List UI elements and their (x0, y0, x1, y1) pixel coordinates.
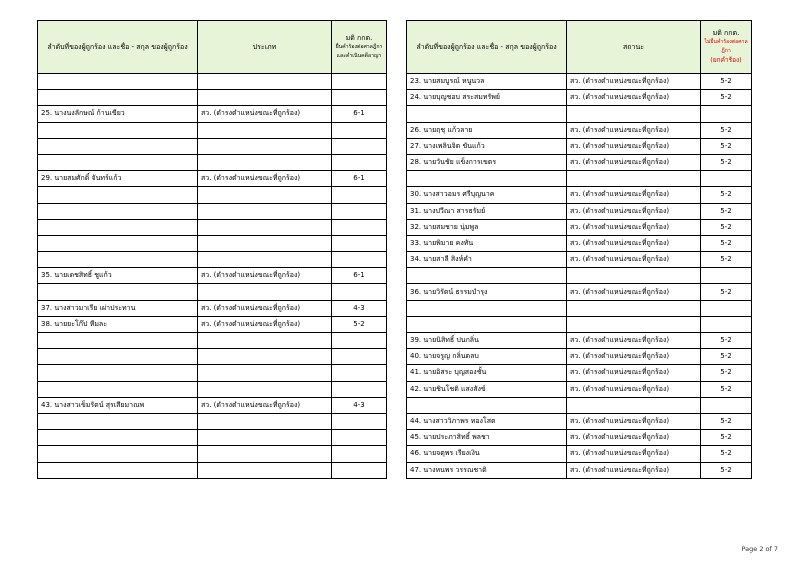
resolution-cell: 5-2 (701, 365, 752, 381)
respondent-name-cell (38, 446, 198, 462)
status-cell: สว. (ดำรงตำแหน่งขณะที่ถูกร้อง) (567, 381, 701, 397)
respondent-name-cell: 37. นางสาวมาเรีย เผ่าประทาน (38, 300, 198, 316)
status-cell (567, 106, 701, 122)
respondent-name-cell (407, 106, 567, 122)
header-resolution-line2: ไม่ยื่นคำร้องต่อศาลฎีกา (704, 39, 748, 54)
respondent-name-cell: 28. นายวันชัย แข็งการเขตร (407, 154, 567, 170)
respondent-name-cell (407, 316, 567, 332)
resolution-cell: 5-2 (701, 203, 752, 219)
status-cell (567, 171, 701, 187)
resolution-cell (332, 187, 387, 203)
table-row (407, 446, 752, 462)
resolution-cell: 4-3 (332, 300, 387, 316)
table-row (38, 381, 387, 397)
resolution-cell: 4-3 (332, 397, 387, 413)
table-row (38, 316, 387, 332)
type-cell (198, 138, 332, 154)
respondent-name-cell (38, 235, 198, 251)
resolution-cell: 5-2 (701, 284, 752, 300)
resolution-cell (332, 203, 387, 219)
table-row (407, 122, 752, 138)
type-cell (198, 252, 332, 268)
table-row (38, 171, 387, 187)
header-resolution-title: มติ กกต. (712, 29, 740, 37)
status-cell: สว. (ดำรงตำแหน่งขณะที่ถูกร้อง) (567, 333, 701, 349)
respondent-name-cell: 42. นายชินโชติ แสงสังข์ (407, 381, 567, 397)
respondent-name-cell: 26. นายฤชุ แก้วลาย (407, 122, 567, 138)
type-cell: สว. (ดำรงตำแหน่งขณะที่ถูกร้อง) (198, 397, 332, 413)
table-row (407, 252, 752, 268)
respondent-name-cell (38, 284, 198, 300)
right-table-body (407, 74, 752, 479)
table-row (38, 252, 387, 268)
type-cell (198, 446, 332, 462)
table-row (38, 187, 387, 203)
header-type: ประเภท (198, 21, 332, 74)
table-row (407, 333, 752, 349)
type-cell (198, 122, 332, 138)
respondent-name-cell (38, 430, 198, 446)
type-cell (198, 235, 332, 251)
header-resolution (701, 21, 752, 74)
resolution-cell (701, 171, 752, 187)
table-row (38, 349, 387, 365)
status-cell (567, 268, 701, 284)
respondent-name-cell (38, 90, 198, 106)
respondent-name-cell: 45. นายประภาสิทธิ์ พลชา (407, 430, 567, 446)
respondent-name-cell (407, 268, 567, 284)
respondent-name-cell: 34. นายสาลี สิงห์คำ (407, 252, 567, 268)
table-row (38, 397, 387, 413)
table-row (407, 316, 752, 332)
respondent-name-cell: 43. นางสาวเข็มรัตน์ สุรเสียมาณพ (38, 397, 198, 413)
resolution-cell (332, 235, 387, 251)
status-cell: สว. (ดำรงตำแหน่งขณะที่ถูกร้อง) (567, 430, 701, 446)
table-row (407, 90, 752, 106)
resolution-cell (332, 90, 387, 106)
table-row (407, 235, 752, 251)
table-row (407, 349, 752, 365)
table-row (38, 333, 387, 349)
respondent-name-cell: 44. นางสาววิภาพร ทองโสต (407, 413, 567, 429)
resolution-cell (332, 349, 387, 365)
respondent-name-cell: 39. นายนิสิทธิ์ ปนกลิ่น (407, 333, 567, 349)
respondent-name-cell (38, 154, 198, 170)
table-row (38, 430, 387, 446)
respondent-name-cell: 33. นายพิมาย คงทัน (407, 235, 567, 251)
resolution-cell (332, 446, 387, 462)
resolution-cell: 5-2 (701, 462, 752, 478)
table-row (38, 365, 387, 381)
table-row (38, 122, 387, 138)
respondent-name-cell (38, 203, 198, 219)
resolution-cell (332, 154, 387, 170)
respondent-name-cell (38, 138, 198, 154)
status-cell: สว. (ดำรงตำแหน่งขณะที่ถูกร้อง) (567, 462, 701, 478)
resolution-cell: 5-2 (701, 446, 752, 462)
resolution-cell: 5-2 (701, 430, 752, 446)
respondent-name-cell (38, 381, 198, 397)
respondent-name-cell: 41. นายอิสระ บุญสองชั้น (407, 365, 567, 381)
table-row (407, 154, 752, 170)
resolution-cell (332, 284, 387, 300)
respondent-name-cell: 31. นางปวีณา สารธรัมย์ (407, 203, 567, 219)
header-resolution-line2: ยื่นคำร้องต่อศาลฎีกา (335, 43, 383, 50)
table-row (38, 203, 387, 219)
table-row (38, 74, 387, 90)
resolution-cell: 5-2 (332, 316, 387, 332)
resolution-cell (701, 316, 752, 332)
respondent-name-cell (38, 219, 198, 235)
resolution-cell (332, 252, 387, 268)
table-row (407, 171, 752, 187)
header-resolution (332, 21, 387, 74)
respondent-name-cell (407, 300, 567, 316)
resolution-cell (332, 333, 387, 349)
table-row (38, 90, 387, 106)
resolution-cell: 5-2 (701, 381, 752, 397)
respondent-name-cell (38, 462, 198, 478)
table-row (407, 365, 752, 381)
header-name: ลำดับที่ของผู้ถูกร้อง และชื่อ - สกุล ของผู้ถูกร้อง (407, 21, 567, 74)
respondent-name-cell: 23. นายสมบูรณ์ หนูนวล (407, 74, 567, 90)
status-cell: สว. (ดำรงตำแหน่งขณะที่ถูกร้อง) (567, 203, 701, 219)
table-row (407, 430, 752, 446)
status-cell: สว. (ดำรงตำแหน่งขณะที่ถูกร้อง) (567, 219, 701, 235)
type-cell (198, 462, 332, 478)
type-cell (198, 219, 332, 235)
table-row (407, 106, 752, 122)
resolution-cell (701, 397, 752, 413)
table-row (407, 219, 752, 235)
resolution-cell: 5-2 (701, 333, 752, 349)
resolution-cell (332, 365, 387, 381)
table-row (38, 462, 387, 478)
respondent-name-cell (38, 333, 198, 349)
resolution-cell: 6-1 (332, 268, 387, 284)
status-cell: สว. (ดำรงตำแหน่งขณะที่ถูกร้อง) (567, 235, 701, 251)
table-row (38, 446, 387, 462)
type-cell (198, 413, 332, 429)
table-row (407, 300, 752, 316)
page-number: Page 2 of 7 (741, 545, 778, 553)
table-row (38, 219, 387, 235)
status-cell (567, 300, 701, 316)
type-cell (198, 90, 332, 106)
respondent-name-cell (38, 349, 198, 365)
header-resolution-title: มติ กกต. (345, 33, 373, 42)
type-cell (198, 365, 332, 381)
type-cell (198, 187, 332, 203)
header-resolution-line3: (ยกคำร้อง) (710, 56, 742, 64)
resolution-cell: 5-2 (701, 154, 752, 170)
resolution-cell: 6-1 (332, 106, 387, 122)
type-cell (198, 349, 332, 365)
resolution-cell: 5-2 (701, 90, 752, 106)
resolution-cell (332, 381, 387, 397)
respondent-name-cell (407, 397, 567, 413)
table-row (38, 300, 387, 316)
status-cell (567, 397, 701, 413)
status-cell: สว. (ดำรงตำแหน่งขณะที่ถูกร้อง) (567, 90, 701, 106)
respondent-name-cell: 36. นายวิรัตน์ ธรรมบำรุง (407, 284, 567, 300)
table-row (407, 138, 752, 154)
resolution-cell: 5-2 (701, 413, 752, 429)
table-row (407, 284, 752, 300)
respondent-name-cell (38, 365, 198, 381)
resolution-cell (332, 462, 387, 478)
table-row (407, 397, 752, 413)
status-cell: สว. (ดำรงตำแหน่งขณะที่ถูกร้อง) (567, 446, 701, 462)
status-cell: สว. (ดำรงตำแหน่งขณะที่ถูกร้อง) (567, 138, 701, 154)
type-cell: สว. (ดำรงตำแหน่งขณะที่ถูกร้อง) (198, 316, 332, 332)
respondent-name-cell: 25. นางนงลักษณ์ ก้านเขียว (38, 106, 198, 122)
header-name: ลำดับที่ของผู้ถูกร้อง และชื่อ - สกุล ของผู้ถูกร้อง (38, 21, 198, 74)
table-row (38, 268, 387, 284)
respondent-name-cell: 32. นายสมชาย นุ่มพูล (407, 219, 567, 235)
status-cell: สว. (ดำรงตำแหน่งขณะที่ถูกร้อง) (567, 365, 701, 381)
table-row (407, 381, 752, 397)
type-cell (198, 381, 332, 397)
table-row (38, 284, 387, 300)
type-cell: สว. (ดำรงตำแหน่งขณะที่ถูกร้อง) (198, 300, 332, 316)
resolution-cell: 5-2 (701, 187, 752, 203)
table-row (407, 413, 752, 429)
left-table-body (38, 74, 387, 479)
type-cell: สว. (ดำรงตำแหน่งขณะที่ถูกร้อง) (198, 106, 332, 122)
type-cell: สว. (ดำรงตำแหน่งขณะที่ถูกร้อง) (198, 171, 332, 187)
resolution-cell (332, 74, 387, 90)
table-row (38, 138, 387, 154)
respondent-name-cell: 30. นางสาวอมร ศรีบุญนาค (407, 187, 567, 203)
table-row (38, 235, 387, 251)
resolution-cell: 5-2 (701, 349, 752, 365)
type-cell (198, 203, 332, 219)
status-cell: สว. (ดำรงตำแหน่งขณะที่ถูกร้อง) (567, 122, 701, 138)
resolution-cell (332, 430, 387, 446)
status-cell: สว. (ดำรงตำแหน่งขณะที่ถูกร้อง) (567, 284, 701, 300)
respondent-name-cell: 40. นายจรูญ กลิ่นตลบ (407, 349, 567, 365)
type-cell (198, 430, 332, 446)
resolution-cell: 5-2 (701, 252, 752, 268)
respondent-name-cell (38, 74, 198, 90)
respondent-name-cell (407, 171, 567, 187)
status-cell: สว. (ดำรงตำแหน่งขณะที่ถูกร้อง) (567, 413, 701, 429)
type-cell (198, 154, 332, 170)
respondent-name-cell: 38. นายยะโก๊ป หีมละ (38, 316, 198, 332)
resolution-cell (701, 106, 752, 122)
respondent-name-cell: 47. นางหนพร วรรณชาติ (407, 462, 567, 478)
resolution-cell (332, 413, 387, 429)
respondent-name-cell: 27. นางเพลินจิต ขันแก้ว (407, 138, 567, 154)
resolution-cell: 5-2 (701, 219, 752, 235)
respondent-name-cell: 46. นายจตุพร เรียงเงิน (407, 446, 567, 462)
resolution-cell (332, 138, 387, 154)
type-cell: สว. (ดำรงตำแหน่งขณะที่ถูกร้อง) (198, 268, 332, 284)
respondent-name-cell (38, 252, 198, 268)
status-cell (567, 316, 701, 332)
table-row (38, 106, 387, 122)
status-cell: สว. (ดำรงตำแหน่งขณะที่ถูกร้อง) (567, 74, 701, 90)
status-cell: สว. (ดำรงตำแหน่งขณะที่ถูกร้อง) (567, 252, 701, 268)
table-row (407, 462, 752, 478)
status-cell: สว. (ดำรงตำแหน่งขณะที่ถูกร้อง) (567, 154, 701, 170)
respondent-name-cell (38, 187, 198, 203)
resolution-cell: 5-2 (701, 235, 752, 251)
resolution-cell: 5-2 (701, 138, 752, 154)
respondent-name-cell: 24. นายบุญชอบ สระสมทรัพย์ (407, 90, 567, 106)
table-row (407, 203, 752, 219)
respondent-name-cell (38, 413, 198, 429)
table-row (407, 74, 752, 90)
type-cell (198, 333, 332, 349)
status-cell: สว. (ดำรงตำแหน่งขณะที่ถูกร้อง) (567, 349, 701, 365)
table-row (407, 268, 752, 284)
left-results-table (37, 20, 387, 479)
resolution-cell: 5-2 (701, 122, 752, 138)
table-row (38, 154, 387, 170)
table-row (38, 413, 387, 429)
resolution-cell (701, 268, 752, 284)
resolution-cell: 6-1 (332, 171, 387, 187)
respondent-name-cell: 35. นายเดชสิทธิ์ ชูแก้ว (38, 268, 198, 284)
resolution-cell (332, 122, 387, 138)
status-cell: สว. (ดำรงตำแหน่งขณะที่ถูกร้อง) (567, 187, 701, 203)
resolution-cell (332, 219, 387, 235)
type-cell (198, 74, 332, 90)
resolution-cell: 5-2 (701, 74, 752, 90)
right-results-table (406, 20, 752, 479)
respondent-name-cell (38, 122, 198, 138)
type-cell (198, 284, 332, 300)
header-status: สถานะ (567, 21, 701, 74)
table-row (407, 187, 752, 203)
respondent-name-cell: 29. นายสมศักดิ์ จันทร์แก้ว (38, 171, 198, 187)
header-resolution-line3: และดำเนินคดีอาญา (336, 52, 382, 59)
resolution-cell (701, 300, 752, 316)
